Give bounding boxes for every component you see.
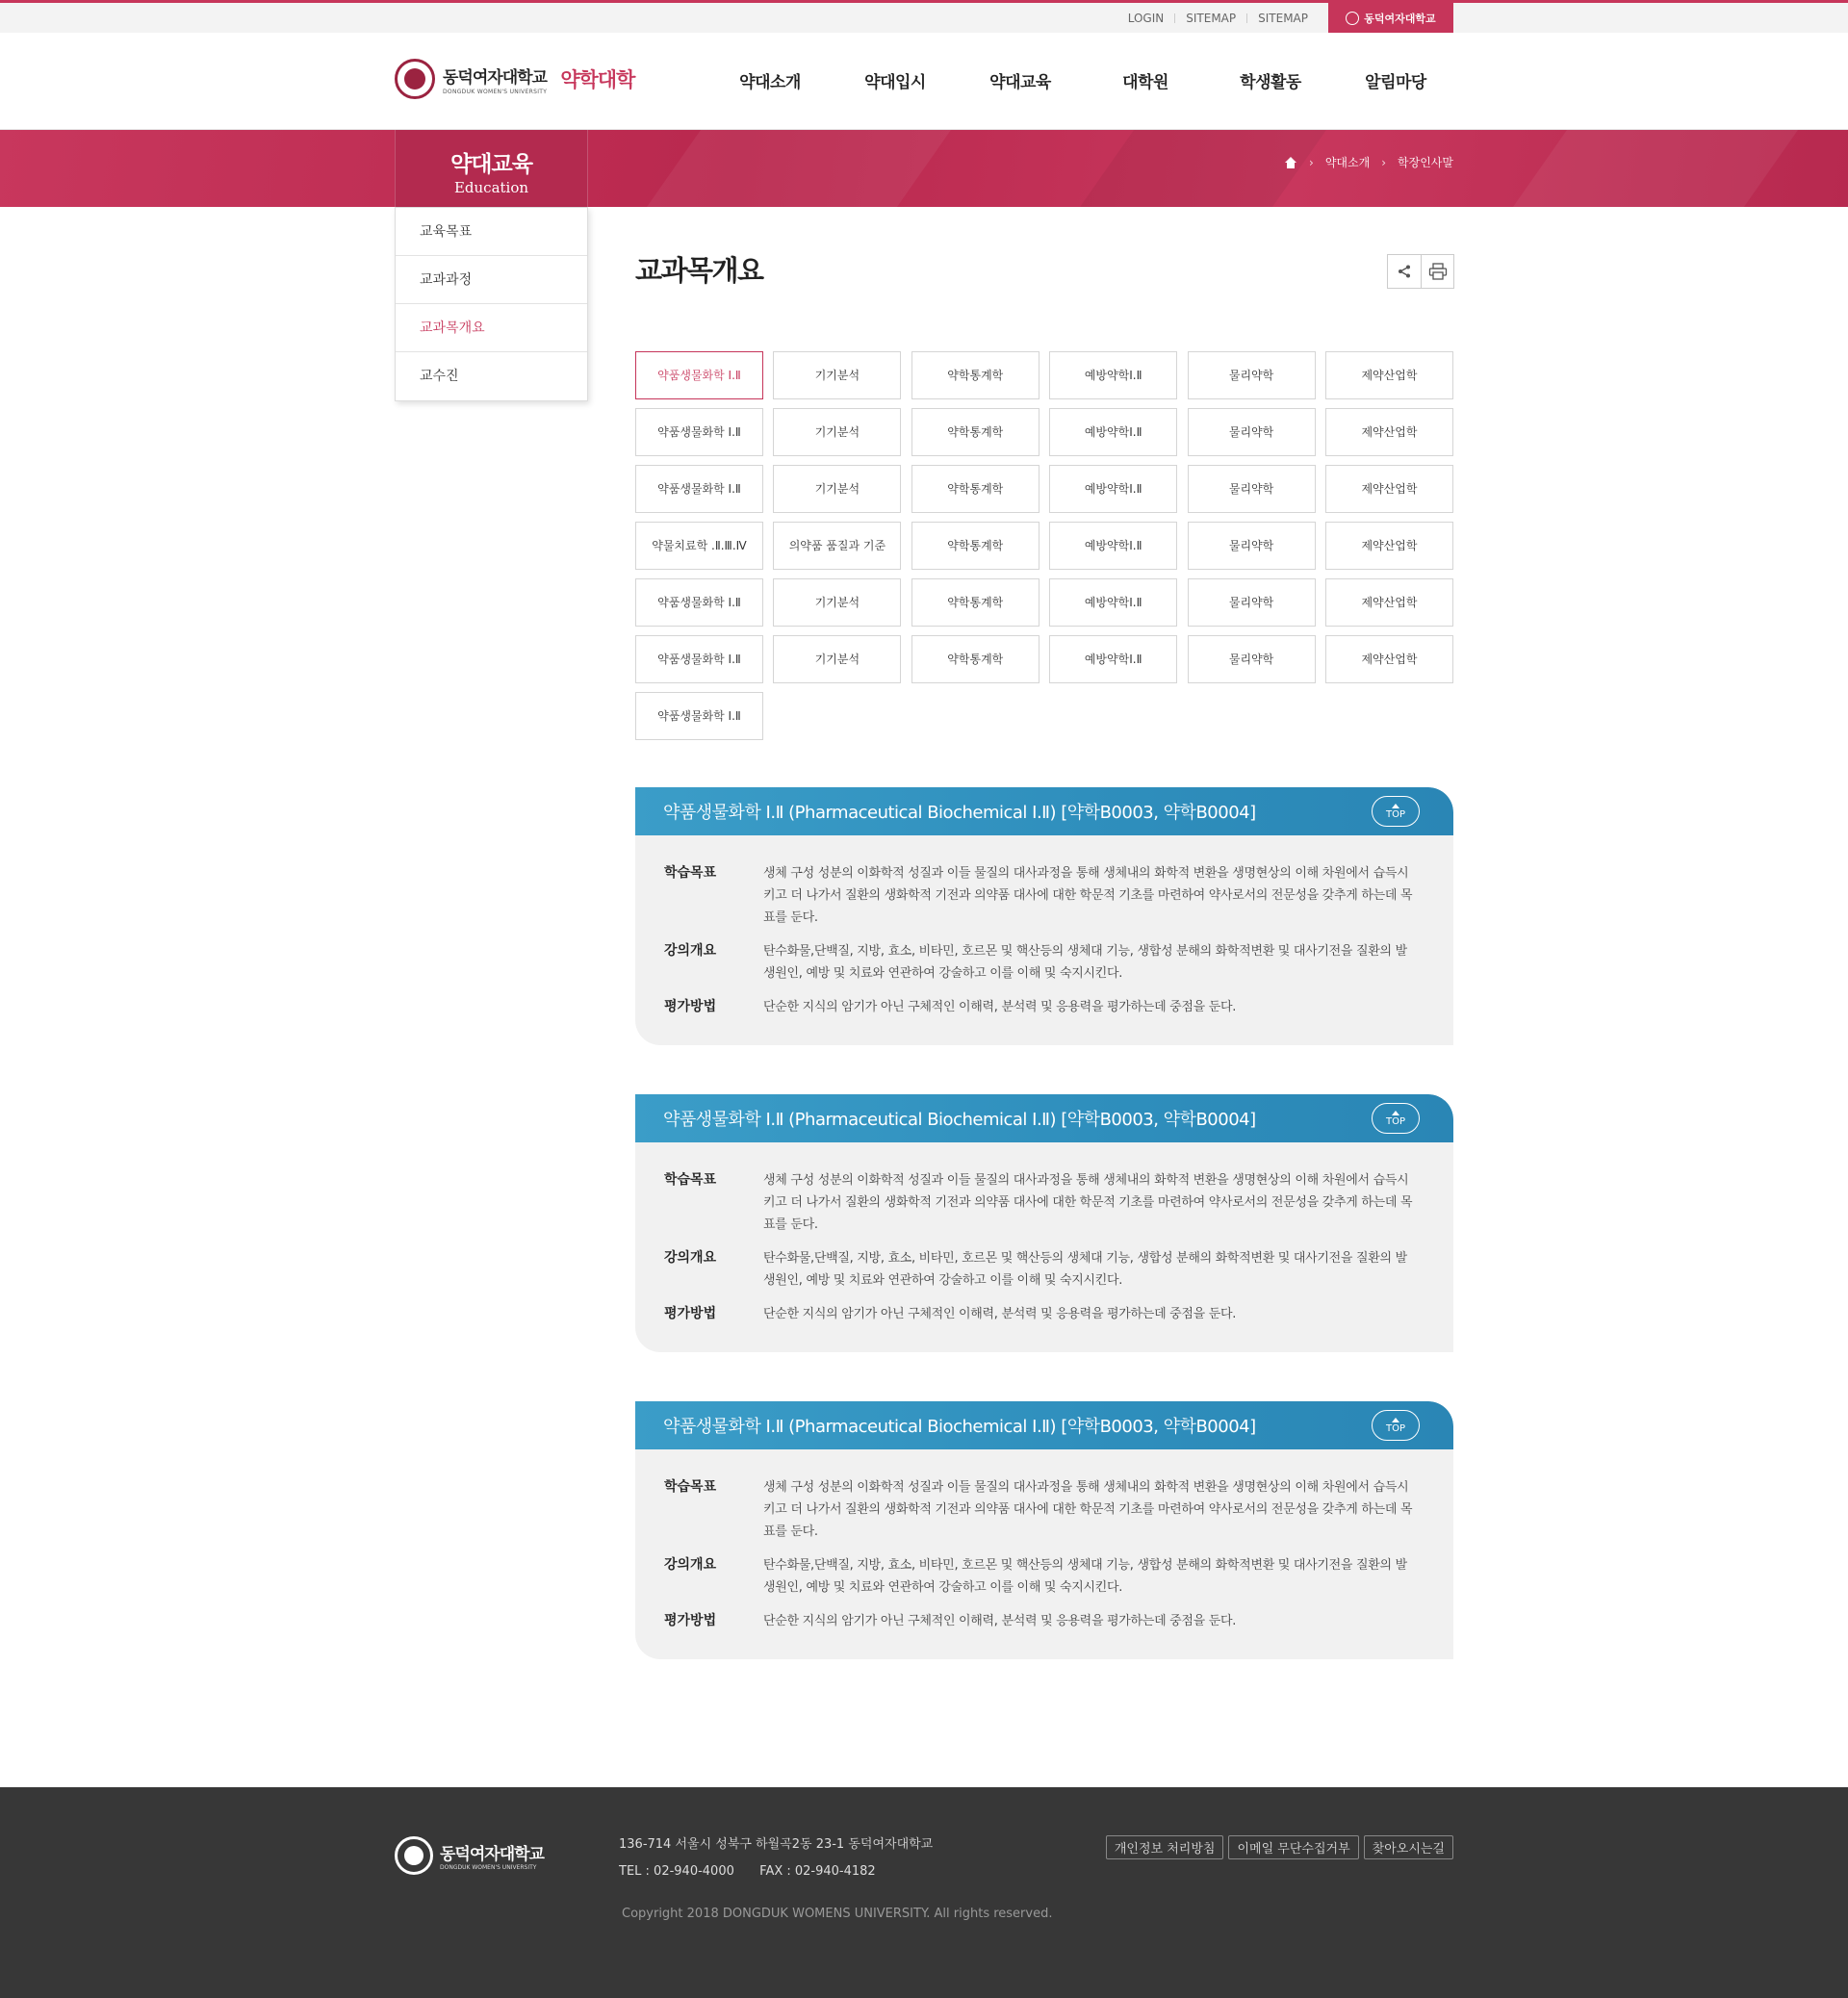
evaluation-text: 단순한 지식의 암기가 아닌 구체적인 이해력, 분석력 및 응용력을 평가하는데 중점을 둔다. [763, 1000, 1237, 1014]
subject-button[interactable]: 약품생물화학 Ⅰ.Ⅱ [635, 465, 763, 513]
subject-button[interactable]: 기기분석 [773, 635, 901, 683]
college-name: 약학대학 [560, 68, 635, 91]
subject-button[interactable]: 제약산업학 [1325, 408, 1453, 456]
learning-goal-text: 생체 구성 성분의 이화학적 성질과 이들 물질의 대사과정을 통해 생체내의 화학적 변환을 생명현상의 이해 차원에서 습득시키고 더 나가서 질환의 생화학적 기전과 의약품 대사에 대한 학문적 기초를 마련하여 약사로서의 전문성을 갖추게 하는데 목표를 둔다. [763, 866, 1413, 925]
course-detail-header [635, 1094, 1453, 1142]
subject-button[interactable]: 약물치료학 .Ⅱ.Ⅲ.Ⅳ [635, 522, 763, 570]
side-menu-item-faculty[interactable]: 교수진 [420, 369, 459, 384]
section-title: 약대교육 [450, 152, 532, 177]
breadcrumb-item[interactable]: 학장인사말 [1398, 156, 1453, 169]
footer-address: 136-714 서울시 성북구 하월곡2동 23-1 동덕여자대학교 [619, 1837, 934, 1852]
subject-button[interactable]: 약학통계학 [911, 408, 1040, 456]
share-button[interactable] [1388, 255, 1421, 288]
subject-button[interactable]: 물리약학 [1188, 522, 1316, 570]
logo-korean: 동덕여자대학교 [443, 67, 547, 88]
footer-info [619, 1832, 933, 1885]
course-detail-box [635, 1094, 1453, 1352]
sub-visual-banner [0, 130, 1848, 207]
subject-button[interactable]: 제약산업학 [1325, 578, 1453, 627]
subject-button[interactable]: 제약산업학 [1325, 351, 1453, 399]
course-summary-label: 강의개요 [664, 1250, 717, 1266]
course-summary-text: 탄수화물,단백질, 지방, 효소, 비타민, 호르몬 및 핵산등의 생체대 기능, 생합성 분해의 화학적변환 및 대사기전을 질환의 발생원인, 예방 및 치료와 연관하여 강술하고 이를 이해 및 숙지시킨다. [763, 944, 1407, 981]
university-seal-icon [395, 1836, 433, 1875]
course-detail-header [635, 1401, 1453, 1449]
nav-item-graduate[interactable]: 대학원 [1122, 73, 1168, 92]
nav-item-education[interactable]: 약대교육 [989, 73, 1051, 92]
arrow-up-icon [1392, 1111, 1399, 1115]
subject-button[interactable]: 물리약학 [1188, 578, 1316, 627]
side-menu-item-curriculum[interactable]: 교과과정 [396, 256, 587, 304]
chevron-right-icon: › [1309, 155, 1314, 169]
subject-button[interactable]: 약학통계학 [911, 351, 1040, 399]
scroll-top-label: TOP [1385, 1422, 1405, 1434]
subject-button[interactable]: 물리약학 [1188, 351, 1316, 399]
site-footer [0, 1787, 1848, 1998]
utility-bar [0, 0, 1848, 33]
sitemap-link[interactable]: SITEMAP [1186, 11, 1237, 25]
university-home-button[interactable] [1328, 3, 1453, 33]
chevron-right-icon: › [1381, 155, 1387, 169]
subject-grid [635, 351, 1453, 740]
subject-button[interactable]: 기기분석 [773, 578, 901, 627]
subject-button[interactable]: 약품생물화학 Ⅰ.Ⅱ [635, 578, 763, 627]
print-button[interactable] [1421, 255, 1453, 288]
page-title: 교과목개요 [635, 254, 763, 287]
print-icon [1428, 263, 1448, 280]
breadcrumb [1284, 154, 1453, 170]
university-home-label: 동덕여자대학교 [1364, 12, 1436, 25]
utility-links [1117, 3, 1453, 33]
university-seal-icon [395, 59, 435, 99]
privacy-policy-link[interactable]: 개인정보 처리방침 [1106, 1835, 1224, 1859]
side-menu-item-goals[interactable]: 교육목표 [396, 208, 587, 256]
subject-button[interactable]: 기기분석 [773, 408, 901, 456]
footer-logo-korean: 동덕여자대학교 [440, 1845, 544, 1864]
scroll-top-button[interactable] [1372, 1410, 1420, 1441]
subject-button[interactable]: 약품생물화학 Ⅰ.Ⅱ [635, 351, 763, 399]
site-logo[interactable] [395, 59, 634, 99]
course-summary-text: 탄수화물,단백질, 지방, 효소, 비타민, 호르몬 및 핵산등의 생체대 기능, 생합성 분해의 화학적변환 및 대사기전을 질환의 발생원인, 예방 및 치료와 연관하여 강술하고 이를 이해 및 숙지시킨다. [763, 1558, 1407, 1595]
subject-button[interactable]: 물리약학 [1188, 635, 1316, 683]
site-header [0, 33, 1848, 130]
evaluation-text: 단순한 지식의 암기가 아닌 구체적인 이해력, 분석력 및 응용력을 평가하는데 중점을 둔다. [763, 1614, 1237, 1628]
footer-fax: FAX : 02-940-4182 [759, 1864, 876, 1879]
evaluation-label: 평가방법 [664, 1306, 717, 1321]
subject-button[interactable]: 약학통계학 [911, 635, 1040, 683]
course-detail-title: 약품생물화학 Ⅰ.Ⅱ (Pharmaceutical Biochemical Ⅰ.Ⅱ) [약학B0003, 약학B0004] [663, 803, 1256, 823]
subject-button[interactable]: 제약산업학 [1325, 465, 1453, 513]
subject-button[interactable]: 약품생물화학 Ⅰ.Ⅱ [635, 692, 763, 740]
subject-button[interactable]: 기기분석 [773, 351, 901, 399]
breadcrumb-item[interactable]: 약대소개 [1324, 156, 1371, 169]
subject-button[interactable]: 제약산업학 [1325, 635, 1453, 683]
main-nav [707, 68, 1458, 92]
footer-logo [395, 1836, 544, 1875]
subject-button[interactable]: 약품생물화학 Ⅰ.Ⅱ [635, 408, 763, 456]
course-summary-label: 강의개요 [664, 943, 717, 959]
nav-item-admission[interactable]: 약대입시 [864, 73, 926, 92]
course-detail-box [635, 1401, 1453, 1659]
learning-goal-text: 생체 구성 성분의 이화학적 성질과 이들 물질의 대사과정을 통해 생체내의 화학적 변환을 생명현상의 이해 차원에서 습득시키고 더 나가서 질환의 생화학적 기전과 의약품 대사에 대한 학문적 기초를 마련하여 약사로서의 전문성을 갖추게 하는데 목표를 둔다. [763, 1173, 1413, 1232]
scroll-top-button[interactable] [1372, 796, 1420, 827]
learning-goal-label: 학습목표 [664, 1479, 717, 1495]
subject-button[interactable]: 예방약학Ⅰ.Ⅱ [1049, 635, 1177, 683]
subject-button[interactable]: 기기분석 [773, 465, 901, 513]
login-link[interactable]: LOGIN [1127, 11, 1165, 25]
home-icon[interactable] [1284, 157, 1297, 168]
subject-button[interactable]: 제약산업학 [1325, 522, 1453, 570]
email-refusal-link[interactable]: 이메일 무단수집거부 [1228, 1835, 1358, 1859]
subject-button[interactable]: 예방약학Ⅰ.Ⅱ [1049, 578, 1177, 627]
footer-copyright: Copyright 2018 DONGDUK WOMENS UNIVERSITY. All rights reserved. [622, 1907, 1053, 1921]
subject-button[interactable]: 약학통계학 [911, 465, 1040, 513]
arrow-up-icon [1392, 1418, 1399, 1422]
course-summary-label: 강의개요 [664, 1557, 717, 1573]
course-detail-title: 약품생물화학 Ⅰ.Ⅱ (Pharmaceutical Biochemical Ⅰ.Ⅱ) [약학B0003, 약학B0004] [663, 1417, 1256, 1437]
university-seal-icon [1346, 12, 1359, 25]
side-menu [395, 207, 588, 401]
subject-button[interactable]: 물리약학 [1188, 408, 1316, 456]
side-menu-item-course-overview[interactable]: 교과목개요 [396, 304, 587, 352]
scroll-top-label: TOP [1385, 1115, 1405, 1127]
arrow-up-icon [1392, 804, 1399, 808]
learning-goal-label: 학습목표 [664, 865, 717, 881]
subject-button[interactable]: 예방약학Ⅰ.Ⅱ [1049, 408, 1177, 456]
section-title-box [395, 130, 588, 207]
subject-button[interactable]: 물리약학 [1188, 465, 1316, 513]
nav-item-notice[interactable]: 알림마당 [1365, 73, 1426, 92]
learning-goal-text: 생체 구성 성분의 이화학적 성질과 이들 물질의 대사과정을 통해 생체내의 화학적 변환을 생명현상의 이해 차원에서 습득시키고 더 나가서 질환의 생화학적 기전과 의약품 대사에 대한 학문적 기초를 마련하여 약사로서의 전문성을 갖추게 하는데 목표를 둔다. [763, 1480, 1413, 1539]
course-summary-text: 탄수화물,단백질, 지방, 효소, 비타민, 호르몬 및 핵산등의 생체대 기능, 생합성 분해의 화학적변환 및 대사기전을 질환의 발생원인, 예방 및 치료와 연관하여 강술하고 이를 이해 및 숙지시킨다. [763, 1251, 1407, 1288]
subject-button[interactable]: 예방약학Ⅰ.Ⅱ [1049, 351, 1177, 399]
subject-button[interactable]: 예방약학Ⅰ.Ⅱ [1049, 522, 1177, 570]
page-tools [1387, 254, 1454, 289]
logo-english: DONGDUK WOMEN'S UNIVERSITY [443, 88, 548, 95]
evaluation-label: 평가방법 [664, 1613, 717, 1628]
scroll-top-button[interactable] [1372, 1103, 1420, 1134]
subject-button[interactable]: 약학통계학 [911, 522, 1040, 570]
subject-button[interactable]: 의약품 품질과 기준 [773, 522, 901, 570]
subject-button[interactable]: 약학통계학 [911, 578, 1040, 627]
footer-tel: TEL : 02-940-4000 [619, 1864, 734, 1879]
section-subtitle: Education [453, 179, 529, 196]
evaluation-label: 평가방법 [664, 999, 717, 1014]
nav-item-about[interactable]: 약대소개 [739, 73, 801, 92]
subject-button[interactable]: 예방약학Ⅰ.Ⅱ [1049, 465, 1177, 513]
evaluation-text: 단순한 지식의 암기가 아닌 구체적인 이해력, 분석력 및 응용력을 평가하는데 중점을 둔다. [763, 1307, 1237, 1321]
directions-link[interactable]: 찾아오시는길 [1364, 1835, 1453, 1859]
course-detail-title: 약품생물화학 Ⅰ.Ⅱ (Pharmaceutical Biochemical Ⅰ.Ⅱ) [약학B0003, 약학B0004] [663, 1110, 1256, 1130]
course-detail-header [635, 787, 1453, 835]
footer-logo-english: DONGDUK WOMEN'S UNIVERSITY [440, 1864, 537, 1871]
learning-goal-label: 학습목표 [664, 1172, 717, 1188]
course-detail-box [635, 787, 1453, 1045]
footer-links [1106, 1835, 1453, 1859]
share-icon [1397, 264, 1412, 279]
sitemap-link-2[interactable]: SITEMAP [1258, 11, 1308, 25]
subject-button[interactable]: 약품생물화학 Ⅰ.Ⅱ [635, 635, 763, 683]
scroll-top-label: TOP [1385, 808, 1405, 820]
nav-item-student[interactable]: 학생활동 [1240, 73, 1301, 92]
